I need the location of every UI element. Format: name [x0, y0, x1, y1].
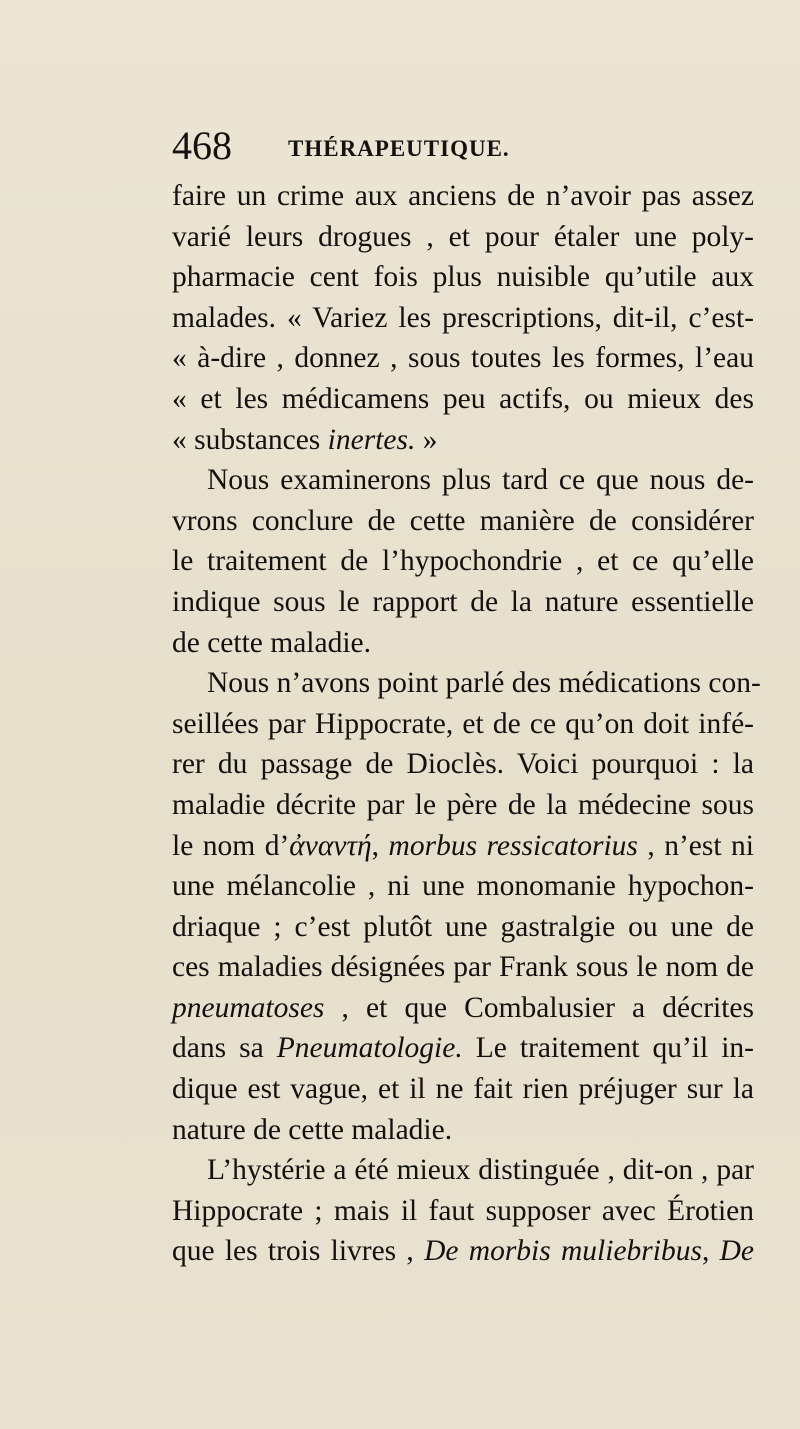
text-line: « et les médicamens peu actifs, ou mieux des: [172, 382, 754, 415]
text-line: malades. « Variez les prescriptions, dit-il, c’est-: [172, 301, 754, 334]
text-line: vrons conclure de cette manière de considérer: [172, 504, 754, 537]
page-number: 468: [172, 123, 232, 168]
body-text: [172, 176, 761, 1272]
text-line: faire un crime aux anciens de n’avoir pas assez: [172, 180, 754, 212]
text-line: pneumatoses , et que Combalusier a décrites: [172, 991, 754, 1024]
text-line: nature de cette maladie.: [172, 1113, 453, 1146]
text-line: le nom d’ἀναντή, morbus ressicatorius , n’est ni: [172, 829, 755, 862]
text-line: « substances inertes. »: [172, 423, 438, 456]
text-line: indique sous le rapport de la nature essentielle: [172, 585, 754, 618]
text-line: rer du passage de Dioclès. Voici pourquoi : la: [172, 748, 754, 781]
text-line: seillées par Hippocrate, et de ce qu’on doit infé-: [172, 707, 754, 740]
running-head: THÉRAPEUTIQUE.: [288, 136, 510, 161]
text-line: pharmacie cent fois plus nuisible qu’utile aux: [172, 261, 754, 294]
text-line: que les trois livres , De morbis muliebribus, De: [172, 1235, 755, 1268]
text-line: driaque ; c’est plutôt une gastralgie ou une de: [172, 910, 754, 943]
text-line: « à-dire , donnez , sous toutes les formes, l’eau: [172, 342, 754, 375]
text-line: le traitement de l’hypochondrie , et ce qu’elle: [172, 545, 754, 578]
text-line: Nous examinerons plus tard ce que nous de-: [207, 464, 754, 497]
text-line: de cette maladie.: [172, 626, 372, 659]
text-line: dans sa Pneumatologie. Le traitement qu’il in-: [172, 1032, 755, 1065]
page-header: [172, 123, 732, 176]
text-line: dique est vague, et il ne fait rien préjuger sur la: [172, 1073, 754, 1106]
text-line: Hippocrate ; mais il faut supposer avec Érotien: [172, 1194, 754, 1227]
text-line: L’hystérie a été mieux distinguée , dit-on , par: [207, 1154, 754, 1187]
text-line: maladie décrite par le père de la médecine sous: [172, 788, 754, 821]
text-line: une mélancolie , ni une monomanie hypochon-: [172, 870, 754, 903]
text-line: Nous n’avons point parlé des médications con-: [207, 667, 761, 700]
text-line: ces maladies désignées par Frank sous le nom de: [172, 951, 754, 984]
text-line: varié leurs drogues , et pour étaler une poly-: [172, 220, 754, 253]
